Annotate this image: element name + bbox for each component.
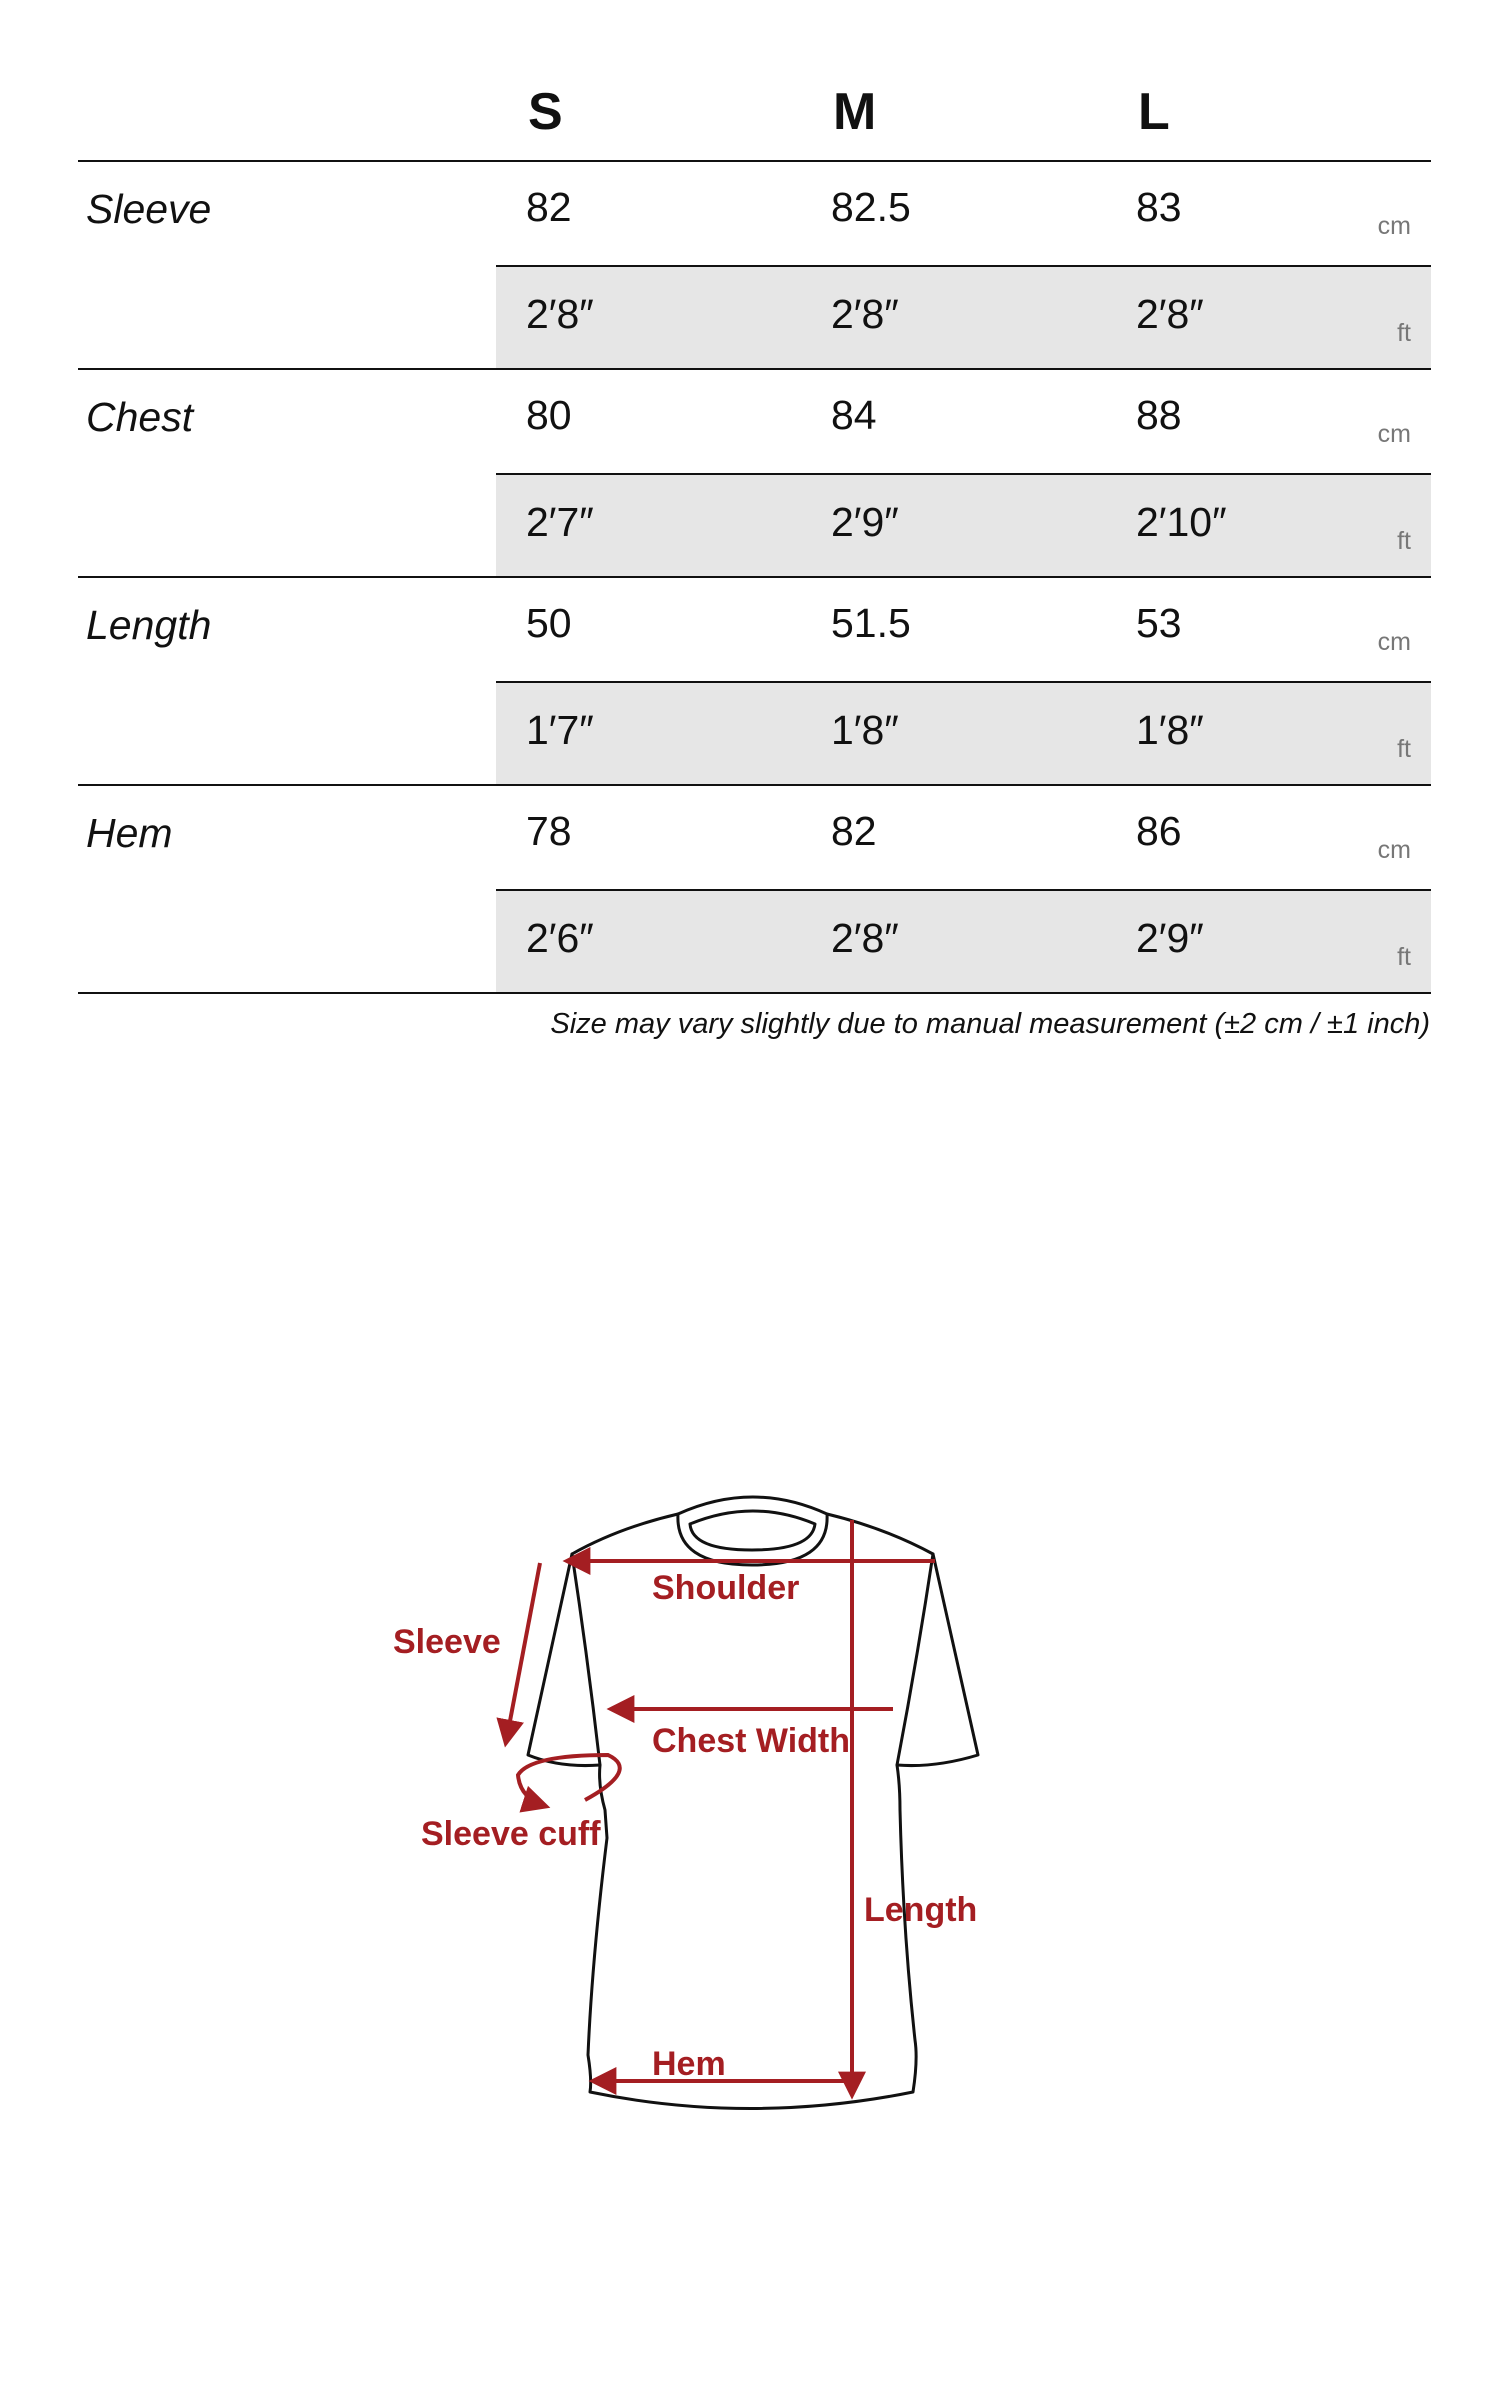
cm-row [496, 370, 1431, 475]
cm-row [496, 162, 1431, 267]
label-hem: Hem [652, 2045, 726, 2083]
cell-value: 50 [526, 600, 572, 646]
unit-ft: ft [1397, 735, 1411, 763]
label-length: Length [864, 1891, 978, 1929]
label-sleeve: Sleeve [393, 1623, 501, 1661]
cell-value: 80 [526, 392, 572, 438]
cell-value: 2′9″ [1136, 915, 1204, 961]
cell-value: 84 [831, 392, 877, 438]
cell-value: 2′8″ [831, 915, 899, 961]
cell-value: 2′7″ [526, 499, 594, 545]
row-label-length: Length [86, 602, 212, 648]
measurement-disclaimer: Size may vary slightly due to manual measurement (±2 cm / ±1 inch) [550, 1008, 1430, 1040]
unit-ft: ft [1397, 943, 1411, 971]
unit-ft: ft [1397, 527, 1411, 555]
size-header-l: L [1138, 83, 1170, 141]
size-header-row [78, 70, 1431, 162]
cell-value: 88 [1136, 392, 1182, 438]
cell-value: 2′10″ [1136, 499, 1227, 545]
label-sleeve-cuff: Sleeve cuff [421, 1815, 601, 1853]
row-label-chest: Chest [86, 394, 194, 440]
sleeve-cuff-arrow [518, 1755, 620, 1806]
cm-row [496, 578, 1431, 683]
label-shoulder: Shoulder [652, 1569, 800, 1607]
cell-value: 2′8″ [831, 291, 899, 337]
label-chest-width: Chest Width [652, 1722, 851, 1760]
row-label-hem: Hem [86, 810, 173, 856]
unit-cm: cm [1377, 212, 1411, 240]
cell-value: 83 [1136, 184, 1182, 230]
ft-row [496, 267, 1431, 368]
row-group-length [78, 578, 1431, 786]
size-header-s: S [528, 83, 563, 141]
cell-value: 2′8″ [1136, 291, 1204, 337]
cell-value: 78 [526, 808, 572, 854]
sleeve-arrow [506, 1563, 540, 1742]
row-group-hem [78, 786, 1431, 994]
cell-value: 2′9″ [831, 499, 899, 545]
cell-value: 82.5 [831, 184, 911, 230]
unit-cm: cm [1377, 420, 1411, 448]
cell-value: 2′6″ [526, 915, 594, 961]
row-label-sleeve: Sleeve [86, 186, 212, 232]
unit-ft: ft [1397, 319, 1411, 347]
size-header-m: M [833, 83, 877, 141]
tshirt-measurement-diagram [0, 1450, 1500, 2150]
cell-value: 82 [526, 184, 572, 230]
cell-value: 2′8″ [526, 291, 594, 337]
ft-row [496, 683, 1431, 784]
cm-row [496, 786, 1431, 891]
cell-value: 53 [1136, 600, 1182, 646]
cell-value: 1′8″ [831, 707, 899, 753]
unit-cm: cm [1377, 836, 1411, 864]
unit-cm: cm [1377, 628, 1411, 656]
cell-value: 51.5 [831, 600, 911, 646]
ft-row [496, 475, 1431, 576]
cell-value: 1′7″ [526, 707, 594, 753]
row-group-sleeve [78, 162, 1431, 370]
cell-value: 86 [1136, 808, 1182, 854]
size-table [78, 70, 1431, 994]
row-group-chest [78, 370, 1431, 578]
cell-value: 1′8″ [1136, 707, 1204, 753]
cell-value: 82 [831, 808, 877, 854]
ft-row [496, 891, 1431, 992]
